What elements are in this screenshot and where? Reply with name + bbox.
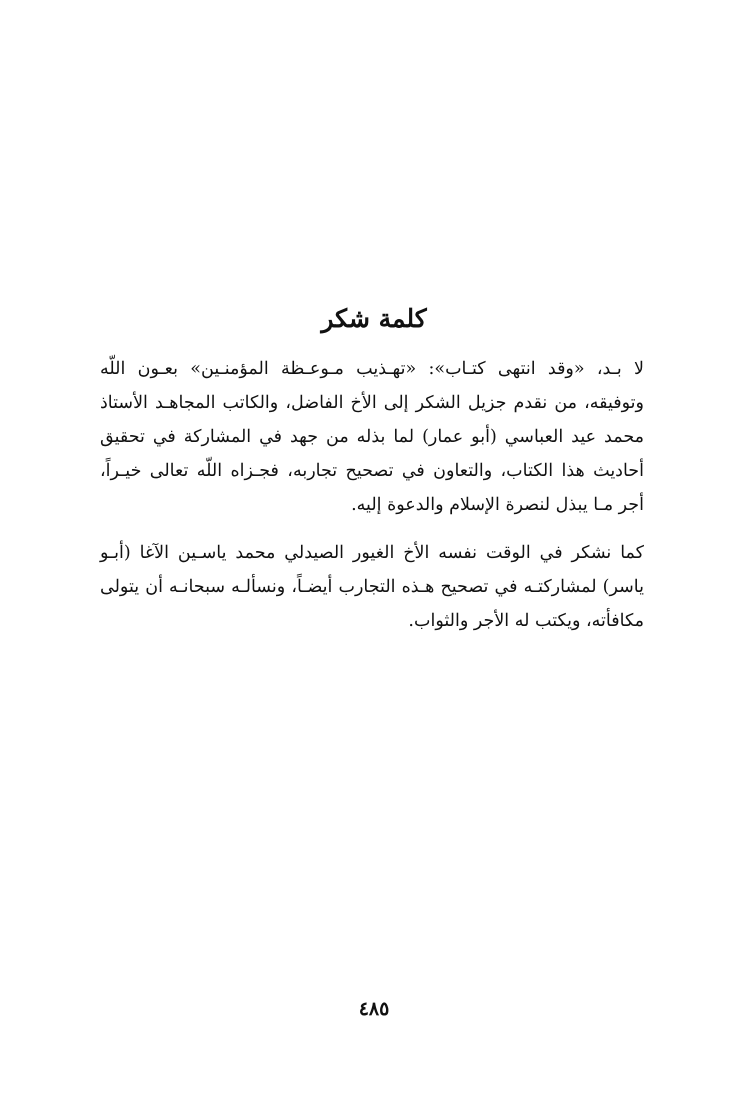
paragraph-thanks-agha: كما نشكر في الوقت نفسه الأخ الغيور الصيدلي محمد ياسـين الآغا (أبـو ياسر) لمشاركتـه في تصحيح هـذه التجارب أيضـاً، ونسألـه سبحانـه أن يتولى مكافأته، ويكتب له الأجر والثواب. <box>100 543 644 631</box>
body-text <box>100 352 644 638</box>
page-title: كلمة شكر <box>321 304 427 333</box>
paragraph-thanks-abbasi: لا بـد، «وقد انتهى كتـاب»: «تهـذيب مـوعـظة المؤمنـين» بعـون اللّه وتوفيقه، من نقدم جزيل الشكر إلى الأخ الفاضل، والكاتب المجاهـد الأستاذ محمد عيد العباسي (أبو عمار) لما بذله من جهد في المشاركة في تحقيق أحاديث هذا الكتاب، والتعاون في تصحيح تجاربه، فجـزاه اللّه تعالى خيـراً، أجر مـا يبذل لنصرة الإسلام والدعوة إليه. <box>100 359 644 515</box>
page-number: ٤٨٥ <box>358 998 390 1020</box>
